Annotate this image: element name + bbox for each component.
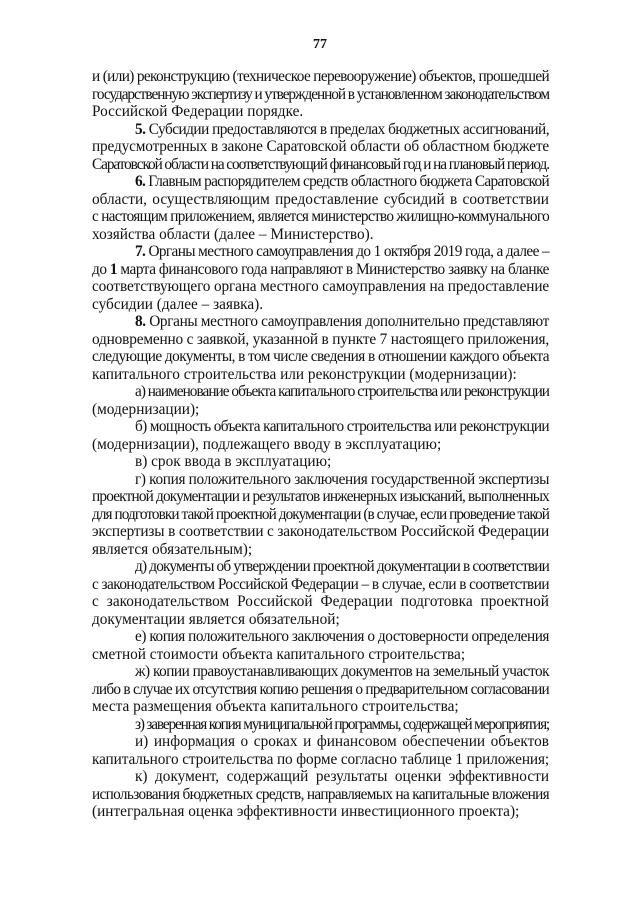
- document-body: [92, 68, 549, 821]
- text-line: капитального строительства по форме согласно таблице 1 приложения;: [92, 750, 550, 768]
- text-line: области, осуществляющим предоставление субсидий в соответствии: [92, 190, 549, 208]
- text-line: с законодательством Российской Федерации – в случае, если в соответствии: [92, 575, 549, 593]
- paragraph: [92, 453, 549, 471]
- page-number: 77: [313, 37, 327, 52]
- paragraph: [92, 313, 549, 383]
- text-line: ж) копии правоустанавливающих документов на земельный участок: [135, 663, 549, 680]
- text-line: г) копия положительного заключения государственной экспертизы: [135, 470, 550, 488]
- text-line: места размещения объекта капитального строительства;: [92, 698, 459, 715]
- paragraph: [92, 733, 549, 768]
- text-line: 7. Органы местного самоуправления до 1 октября 2019 года, а далее –: [135, 243, 549, 260]
- text-line: экспертизы в соответствии с законодательством Российской Федерации: [92, 523, 549, 540]
- text-line: Саратовской области на соответствующий финансовый год и на плановый период.: [92, 155, 549, 173]
- text-line: 5. Субсидии предоставляются в пределах бюджетных ассигнований,: [135, 120, 549, 138]
- text-line: з) заверенная копия муниципальной программы, содержащей мероприятия;: [135, 715, 549, 733]
- paragraph: [92, 716, 549, 734]
- paragraph: [92, 383, 549, 418]
- text-line: с настоящим приложением, является министерство жилищно-коммунального: [92, 208, 550, 225]
- text-line: д) документы об утверждении проектной документации в соответствии: [135, 558, 549, 575]
- text-line: 6. Главным распорядителем средств областного бюджета Саратовской: [135, 173, 549, 190]
- text-line: государственную экспертизу и утвержденной в установленном законодательством: [92, 85, 550, 103]
- paragraph: [92, 471, 549, 559]
- clause-number: 5.: [135, 120, 146, 138]
- text-line: 8. Органы местного самоуправления дополнительно представляют: [135, 313, 549, 330]
- text-line: (модернизации);: [92, 400, 200, 418]
- text-segment: до: [92, 260, 110, 278]
- text-line: е) копия положительного заключения о достоверности определения: [135, 628, 550, 645]
- paragraph: [92, 243, 549, 313]
- text-line: сметной стоимости объекта капитального строительства;: [92, 645, 466, 663]
- text-line: субсидии (далее – заявка).: [92, 295, 264, 313]
- text-line: (модернизации), подлежащего вводу в эксплуатацию;: [92, 435, 442, 453]
- paragraph: [92, 663, 549, 716]
- text-line: использования бюджетных средств, направляемых на капитальные вложения: [92, 785, 549, 803]
- paragraph: [92, 558, 549, 628]
- paragraph: [92, 628, 549, 663]
- text-line: либо в случае их отсутствия копию решения о предварительном согласовании: [92, 680, 549, 698]
- text-segment: марта финансового года направляют в Министерство заявку на бланке: [117, 260, 549, 278]
- text-line: предусмотренных в законе Саратовской области об областном бюджете: [92, 138, 549, 155]
- clause-number: 8.: [135, 313, 146, 330]
- text-line: следующие документы, в том числе сведения в отношении каждого объекта: [92, 348, 549, 365]
- paragraph: [92, 121, 549, 174]
- text-line: проектной документации и результатов инженерных изысканий, выполненных: [92, 488, 549, 505]
- text-line: а) наименование объекта капитального строительства или реконструкции: [135, 383, 550, 400]
- text-line: хозяйства области (далее – Министерство).: [92, 225, 374, 243]
- text-line: и (или) реконструкцию (техническое перевооружение) объектов, прошедшей: [92, 68, 550, 85]
- text-line: (интегральная оценка эффективности инвестиционного проекта);: [92, 803, 520, 820]
- text-segment: 1: [109, 260, 118, 278]
- text-line: соответствующего органа местного самоуправления на предоставление: [92, 278, 549, 295]
- paragraph: [92, 768, 549, 821]
- text-line: Российской Федерации порядке.: [92, 103, 304, 120]
- clause-number: 7.: [135, 243, 146, 260]
- text-line: капитального строительства или реконструкции (модернизации):: [92, 365, 517, 383]
- text-line: [92, 261, 549, 279]
- paragraph: [92, 173, 549, 243]
- text-line: для подготовки такой проектной документации (в случае, если проведение такой: [92, 505, 550, 523]
- paragraph: [92, 418, 549, 453]
- paragraph: [92, 68, 549, 121]
- text-line: к) документ, содержащий результаты оценки эффективности: [135, 768, 549, 785]
- clause-number: 6.: [135, 173, 146, 190]
- text-line: в) срок ввода в эксплуатацию;: [135, 453, 332, 470]
- text-line: является обязательным);: [92, 540, 253, 558]
- text-line: с законодательством Российской Федерации подготовка проектной: [92, 593, 549, 610]
- text-line: б) мощность объекта капитального строительства или реконструкции: [135, 418, 549, 435]
- text-line: и) информация о сроках и финансовом обеспечении объектов: [135, 733, 549, 750]
- text-line: документации является обязательной;: [92, 610, 340, 628]
- text-line: одновременно с заявкой, указанной в пункте 7 настоящего приложения,: [92, 330, 549, 348]
